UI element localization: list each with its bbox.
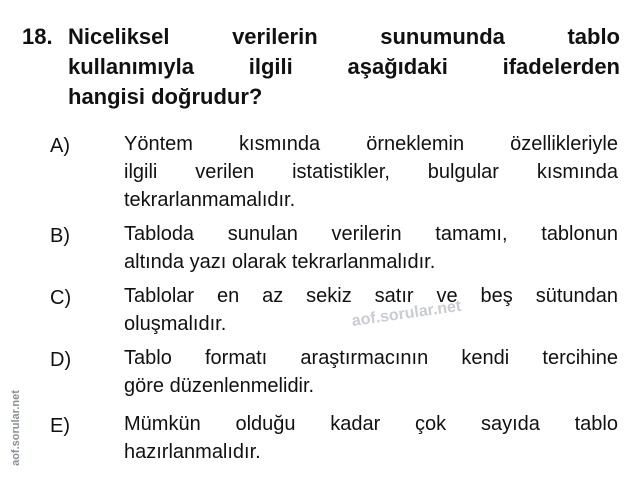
option-text-line: oluşmalıdır. — [124, 313, 227, 335]
option-c[interactable] — [50, 282, 622, 338]
option-label: D) — [50, 349, 72, 371]
option-label: E) — [50, 415, 70, 437]
option-text-line: Mümkün olduğu kadar çok sayıda tablo — [124, 413, 618, 435]
option-text-line: Tablolar en az sekiz satır ve beş sütundan — [124, 285, 618, 307]
question-stem-line: kullanımıyla ilgili aşağıdaki ifadelerden — [68, 54, 620, 79]
option-text-line: tekrarlanmamalıdır. — [124, 189, 296, 211]
option-text-line: Yöntem kısmında örneklemin özellikleriyle — [124, 133, 618, 155]
option-b[interactable] — [50, 220, 622, 276]
option-label: B) — [50, 225, 70, 247]
option-text-line: hazırlanmalıdır. — [124, 441, 261, 463]
option-text — [124, 410, 622, 466]
option-text — [124, 344, 622, 400]
option-d[interactable] — [50, 344, 622, 400]
side-watermark — [6, 382, 20, 482]
answer-options — [50, 130, 622, 466]
option-text-line: altında yazı olarak tekrarlanmalıdır. — [124, 251, 436, 273]
center-watermark: aof.sorular.net — [350, 297, 463, 330]
option-text-line: ilgili verilen istatistikler, bulgular kısmında — [124, 161, 618, 183]
option-text — [124, 220, 622, 276]
option-e[interactable] — [50, 410, 622, 466]
side-watermark-text: aof.sorular.net — [10, 390, 22, 466]
option-a[interactable] — [50, 130, 622, 214]
question-number: 18. — [22, 24, 53, 49]
question-stem-line: Niceliksel verilerin sunumunda tablo — [68, 24, 620, 49]
option-text-line: Tablo formatı araştırmacının kendi tercihine — [124, 347, 618, 369]
option-text-line: göre düzenlenmelidir. — [124, 375, 315, 397]
option-text — [124, 130, 622, 214]
option-label: A) — [50, 135, 70, 157]
option-text-line: Tabloda sunulan verilerin tamamı, tablonun — [124, 223, 618, 245]
question-stem — [68, 22, 620, 112]
question-stem-line: hangisi doğrudur? — [68, 84, 263, 109]
option-label: C) — [50, 287, 72, 309]
